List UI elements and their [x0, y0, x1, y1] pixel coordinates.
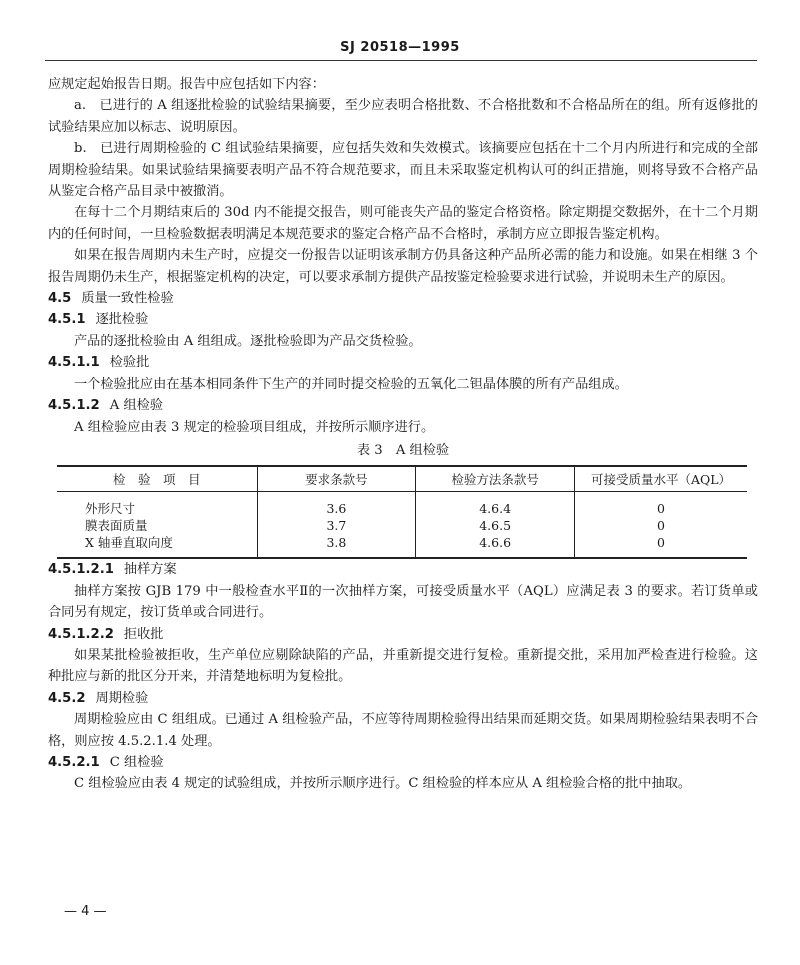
- section-title: A 组检验: [109, 398, 164, 414]
- section-number: 4.5: [48, 291, 72, 307]
- list-item-b: b. 已进行周期检验的 C 组试验结果摘要，应包括失效和失效模式。该摘要应包括在十二个月内所进行和完成的全部周期检验结果。如果试验结果摘要表明产品不符合规范要求，而且未采取鉴定机构认可的纠正措施，则将导致不合格产品从鉴定合格产品目录中被撤消。: [48, 141, 758, 200]
- page-body: [48, 74, 758, 795]
- section-heading-4-5: [48, 288, 758, 309]
- table-cell: 外形尺寸: [85, 501, 136, 517]
- paragraph: 如果某批检验被拒收，生产单位应剔除缺陷的产品，并重新提交进行复检。重新提交批，采用加严检查进行检验。这种批应与新的批区分开来，并清楚地标明为复检批。: [48, 647, 758, 685]
- section-heading-4-5-1-2-2: [48, 624, 758, 645]
- section-number: 4.5.1: [48, 312, 86, 328]
- table-cell: 3.6: [257, 492, 416, 518]
- table-header-row: [57, 466, 747, 492]
- page-header-doc-number: SJ 20518—1995: [340, 40, 460, 55]
- table-header-cell: 检验方法条款号: [416, 466, 575, 492]
- paragraph: 抽样方案按 GJB 179 中一般检查水平Ⅱ的一次抽样方案，可接受质量水平（AQL）应满足表 3 的要求。若订货单或合同另有规定，按订货单或合同进行。: [48, 583, 758, 621]
- table-cell: 4.6.5: [416, 517, 575, 534]
- section-title: 拒收批: [123, 626, 164, 642]
- section-number: 4.5.1.2.1: [48, 562, 114, 578]
- section-title: 抽样方案: [123, 562, 177, 578]
- table-cell: X 轴垂直取向度: [57, 534, 257, 558]
- table-header-cell: 检 验 项 目: [57, 466, 257, 492]
- table-header-cell: 要求条款号: [257, 466, 416, 492]
- table-cell: 0: [574, 492, 747, 518]
- table-header-cell: 可接受质量水平（AQL）: [574, 466, 747, 492]
- table-cell: 3.8: [257, 534, 416, 558]
- table-3-a-group-inspection: [57, 465, 747, 559]
- section-title: 质量一致性检验: [81, 291, 174, 307]
- table-row: [57, 534, 747, 558]
- section-title: C 组检验: [109, 754, 164, 770]
- section-title: 逐批检验: [95, 312, 149, 328]
- page-number: — 4 —: [64, 904, 107, 919]
- section-number: 4.5.2.1: [48, 754, 100, 770]
- paragraph: 产品的逐批检验由 A 组组成。逐批检验即为产品交货检验。: [74, 333, 422, 349]
- section-number: 4.5.1.2.2: [48, 626, 114, 642]
- section-heading-4-5-2-1: [48, 752, 758, 773]
- table-cell: 4.6.6: [416, 534, 575, 558]
- section-heading-4-5-1: [48, 309, 758, 330]
- paragraph: 应规定起始报告日期。报告中应包括如下内容：: [48, 77, 325, 92]
- header-rule: [45, 60, 757, 61]
- section-heading-4-5-1-1: [48, 352, 758, 373]
- paragraph: 在每十二个月期结束后的 30d 内不能提交报告，则可能丧失产品的鉴定合格资格。除定期提交数据外，在十二个月期内的任何时间，一旦检验数据表明满足本规范要求的鉴定合格产品不合格时，承制方应立即报告鉴定机构。: [48, 205, 758, 242]
- table-cell: 3.7: [257, 517, 416, 534]
- list-item-a: a. 已进行的 A 组逐批检验的试验结果摘要，至少应表明合格批数、不合格批数和不合格品所在的组。所有返修批的试验结果应加以标志、说明原因。: [48, 98, 758, 135]
- table-cell: 0: [574, 517, 747, 534]
- section-title: 检验批: [109, 355, 150, 371]
- section-number: 4.5.1.2: [48, 398, 100, 414]
- paragraph: 如果在报告周期内未生产时，应提交一份报告以证明该承制方仍具备这种产品所必需的能力和设施。如果在相继 3 个报告周期仍未生产，根据鉴定机构的决定，可以要求承制方提供产品按鉴定检验要求进行试验，并说明未生产的原因。: [48, 248, 758, 285]
- paragraph: C 组检验应由表 4 规定的试验组成，并按所示顺序进行。C 组检验的样本应从 A 组检验合格的批中抽取。: [74, 776, 692, 792]
- table-cell: 0: [574, 534, 747, 558]
- table-row: [57, 492, 747, 518]
- section-heading-4-5-1-2-1: [48, 559, 758, 580]
- paragraph: 周期检验应由 C 组组成。已通过 A 组检验产品，不应等待周期检验得出结果而延期交货。如果周期检验结果表明不合格，则应按 4.5.2.1.4 处理。: [48, 712, 758, 749]
- section-title: 周期检验: [95, 690, 149, 706]
- table-row: [57, 517, 747, 534]
- table-cell: 4.6.4: [416, 492, 575, 518]
- section-number: 4.5.1.1: [48, 355, 100, 371]
- table-cell: 膜表面质量: [85, 518, 148, 534]
- section-number: 4.5.2: [48, 690, 86, 706]
- section-heading-4-5-2: [48, 688, 758, 709]
- section-heading-4-5-1-2: [48, 395, 758, 416]
- paragraph: 一个检验批应由在基本相同条件下生产的并同时提交检验的五氧化二钽晶体膜的所有产品组成。: [74, 376, 628, 392]
- paragraph: A 组检验应由表 3 规定的检验项目组成，并按所示顺序进行。: [74, 419, 435, 435]
- table-caption: 表 3 A 组检验: [356, 442, 450, 458]
